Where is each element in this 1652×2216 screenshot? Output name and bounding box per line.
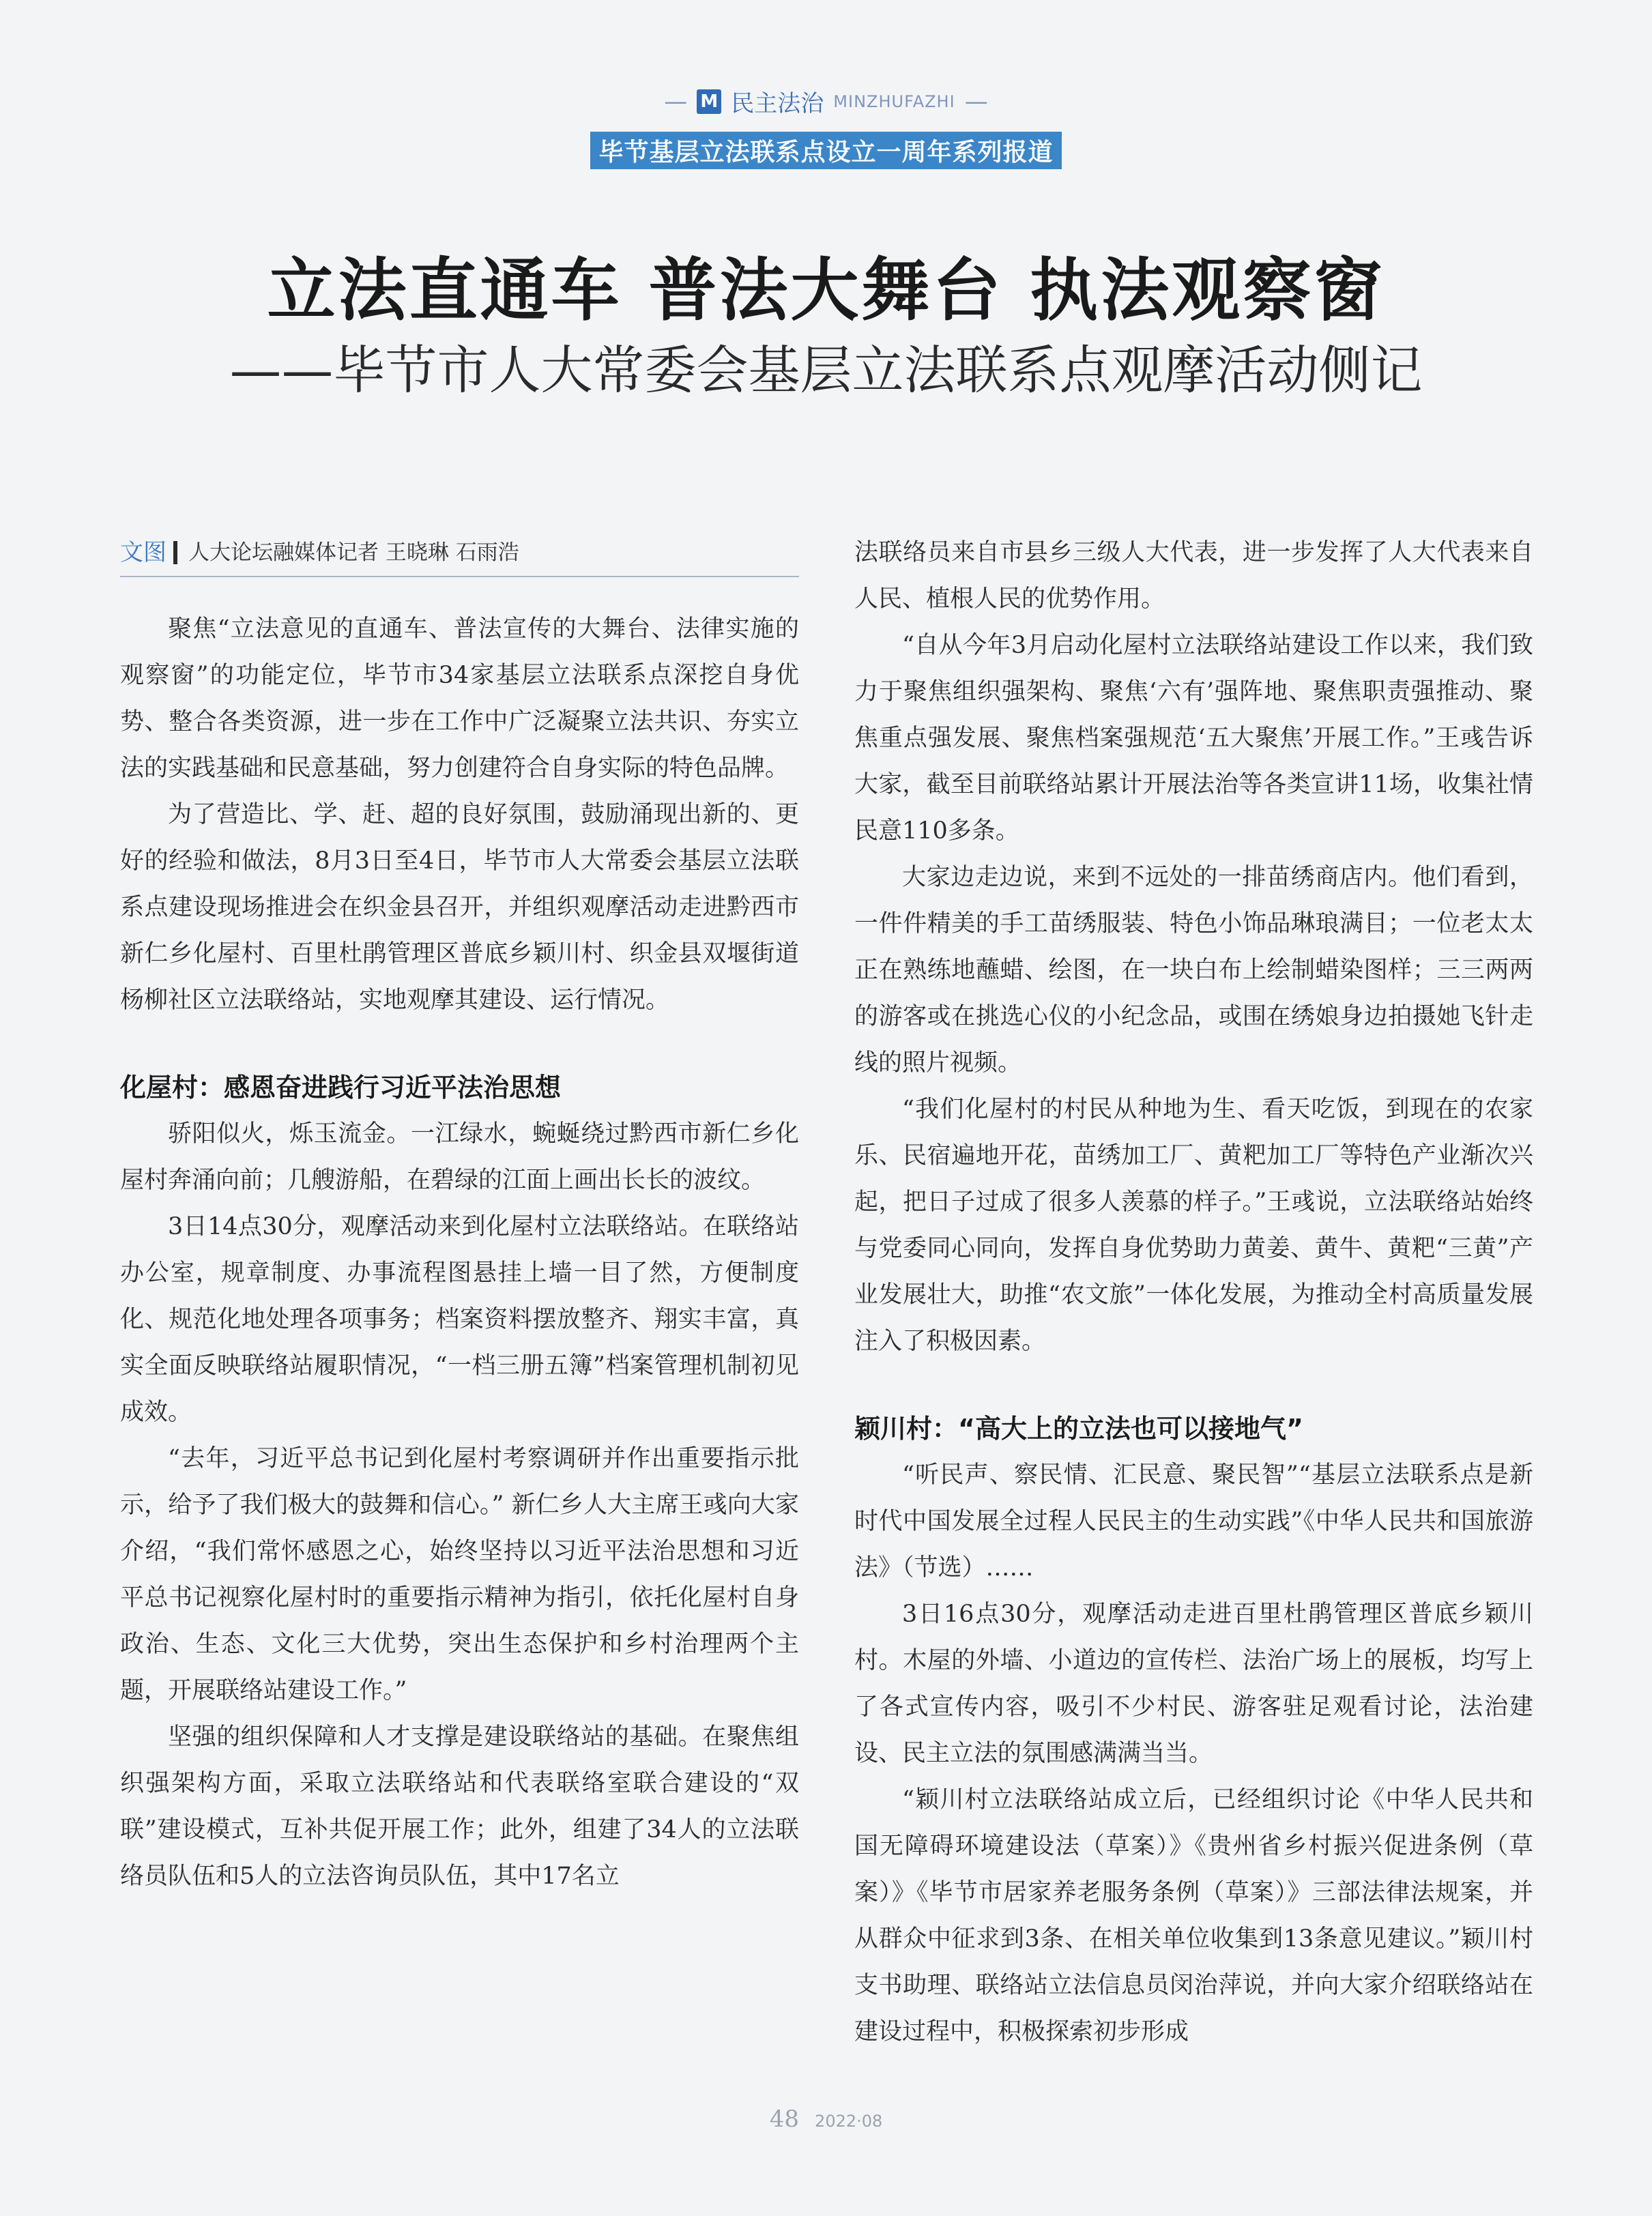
section-name: 民主法治 <box>731 90 824 117</box>
paragraph: 聚焦“立法意见的直通车、普法宣传的大舞台、法律实施的观察窗”的功能定位，毕节市34家基层立法联系点深挖自身优势、整合各类资源，进一步在工作中广泛凝聚立法共识、夯实立法的实践基础和民意基础，努力创建符合自身实际的特色品牌。 <box>120 615 799 782</box>
paragraph-continued: 法联络员来自市县乡三级人大代表，进一步发挥了人大代表来自人民、植根人民的优势作用。 <box>854 539 1533 613</box>
paragraph: 3日14点30分，观摩活动来到化屋村立法联络站。在联络站办公室，规章制度、办事流程图悬挂上墙一目了然，方便制度化、规范化地处理各项事务；档案资料摆放整齐、翔实丰富，真实全面反映联络站履职情况，“一档三册五簿”档案管理机制初见成效。 <box>120 1213 799 1426</box>
left-dash: — <box>664 87 688 115</box>
section-heading-huawu: 化屋村：感恩奋进践行习近平法治思想 <box>120 1073 562 1103</box>
paragraph: “自从今年3月启动化屋村立法联络站建设工作以来，我们致力于聚焦组织强架构、聚焦‘六有’强阵地、聚焦职责强推动、聚焦重点强发展、聚焦档案强规范‘五大聚焦’开展工作。”王彧告诉大家，截至目前联络站累计开展法治等各类宣讲11场，收集社情民意110多条。 <box>854 632 1533 845</box>
paragraph: “我们化屋村的村民从种地为生、看天吃饭，到现在的农家乐、民宿遍地开花，苗绣加工厂、黄粑加工厂等特色产业渐次兴起，把日子过成了很多人羡慕的样子。”王彧说，立法联络站始终与党委同心同向，发挥自身优势助力黄姜、黄牛、黄粑“三黄”产业发展壮大，助推“农文旅”一体化发展，为推动全村高质量发展注入了积极因素。 <box>854 1096 1533 1355</box>
left-column <box>120 529 799 1899</box>
right-dash: — <box>964 87 988 115</box>
paragraph: “听民声、察民情、汇民意、聚民智”“基层立法联系点是新时代中国发展全过程人民民主的生动实践”《中华人民共和国旅游法》（节选）…… <box>854 1461 1533 1581</box>
paragraph: 3日16点30分，观摩活动走进百里杜鹃管理区普底乡颖川村。木屋的外墙、小道边的宣传栏、法治广场上的展板，均写上了各式宣传内容，吸引不少村民、游客驻足观看讨论，法治建设、民主立法的氛围感满满当当。 <box>854 1601 1533 1767</box>
paragraph: “颖川村立法联络站成立后，已经组织讨论《中华人民共和国无障碍环境建设法（草案）》《贵州省乡村振兴促进条例（草案）》《毕节市居家养老服务条例（草案）》三部法律法规案，并从群众中征求到3条、在相关单位收集到13条意见建议。”颖川村支书助理、联络站立法信息员闵治萍说，并向大家介绍联络站在建设过程中，积极探索初步形成 <box>854 1786 1533 2045</box>
paragraph: 为了营造比、学、赶、超的良好氛围，鼓励涌现出新的、更好的经验和做法，8月3日至4日，毕节市人大常委会基层立法联系点建设现场推进会在织金县召开，并组织观摩活动走进黔西市新仁乡化屋村、百里杜鹃管理区普底乡颖川村、织金县双堰街道杨柳社区立法联络站，实地观摩其建设、运行情况。 <box>120 801 799 1014</box>
article-subtitle: ——毕节市人大常委会基层立法联系点观摩活动侧记 <box>229 340 1423 400</box>
paragraph: 坚强的组织保障和人才支撑是建设联络站的基础。在聚焦组织强架构方面，采取立法联络站和代表联络室联合建设的“双联”建设模式，互补共促开展工作；此外，组建了34人的立法联络员队伍和5人的立法咨询员队伍，其中17名立 <box>120 1723 799 1890</box>
page-number: 48 <box>769 2105 799 2133</box>
byline-tag: 文图 <box>120 539 166 566</box>
section-label <box>0 85 1652 118</box>
series-banner: 毕节基层立法联系点设立一周年系列报道 <box>590 132 1061 169</box>
right-column <box>854 529 1533 2055</box>
page-header <box>0 85 1652 169</box>
byline-divider <box>173 541 177 564</box>
page-footer <box>0 2105 1652 2133</box>
byline <box>120 529 799 577</box>
section-heading-yingchuan: 颖川村：“高大上的立法也可以接地气” <box>854 1414 1303 1444</box>
paragraph: 大家边走边说，来到不远处的一排苗绣商店内。他们看到，一件件精美的手工苗绣服装、特色小饰品琳琅满目；一位老太太正在熟练地蘸蜡、绘图，在一块白布上绘制蜡染图样；三三两两的游客或在挑选心仪的小纪念品，或围在绣娘身边拍摄她飞针走线的照片视频。 <box>854 864 1533 1077</box>
paragraph: 骄阳似火，烁玉流金。一江绿水，蜿蜒绕过黔西市新仁乡化屋村奔涌向前；几艘游船，在碧绿的江面上画出长长的波纹。 <box>120 1120 799 1194</box>
byline-authors: 人大论坛融媒体记者 王晓琳 石雨浩 <box>188 540 519 565</box>
article-title: 立法直通车 普法大舞台 执法观察窗 <box>267 250 1385 330</box>
section-badge-icon: M <box>697 89 721 114</box>
section-name-pinyin: MINZHUFAZHI <box>833 91 955 111</box>
issue-date: 2022·08 <box>815 2112 883 2131</box>
paragraph: “去年，习近平总书记到化屋村考察调研并作出重要指示批示，给予了我们极大的鼓舞和信心。” 新仁乡人大主席王彧向大家介绍，“我们常怀感恩之心，始终坚持以习近平法治思想和习近平总书记视察化屋村时的重要指示精神为指引，依托化屋村自身政治、生态、文化三大优势，突出生态保护和乡村治理两个主题，开展联络站建设工作。” <box>120 1445 799 1704</box>
